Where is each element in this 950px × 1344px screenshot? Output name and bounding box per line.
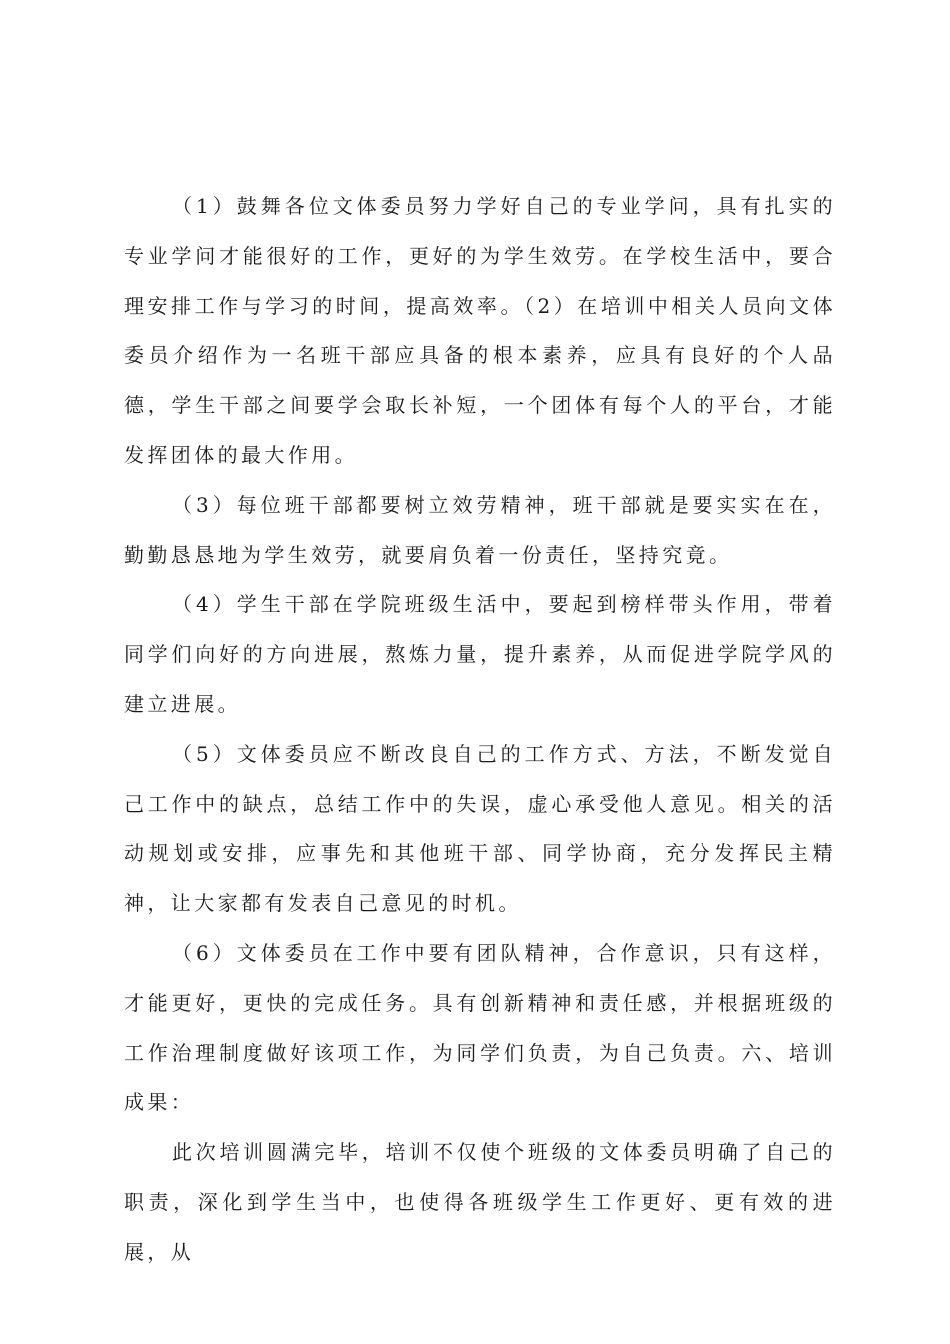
- paragraph-2: （3）每位班干部都要树立效劳精神，班干部就是要实实在在，勤勤恳恳地为学生效劳，就要肩负着一份责任，坚持究竟。: [124, 492, 836, 567]
- paragraph-3: （4）学生干部在学院班级生活中，要起到榜样带头作用，带着同学们向好的方向进展，熬炼力量，提升素养，从而促进学院学风的建立进展。: [124, 592, 836, 716]
- paragraph-1: （1）鼓舞各位文体委员努力学好自己的专业学问，具有扎实的专业学问才能很好的工作，更好的为学生效劳。在学校生活中，要合理安排工作与学习的时间，提高效率。（2）在培训中相关人员向文体委员介绍作为一名班干部应具备的根本素养，应具有良好的个人品德，学生干部之间要学会取长补短，一个团体有每个人的平台，才能发挥团体的最大作用。: [124, 194, 836, 467]
- paragraph-6: 此次培训圆满完毕，培训不仅使个班级的文体委员明确了自己的职责，深化到学生当中，也使得各班级学生工作更好、更有效的进展，从: [124, 1140, 836, 1264]
- document-body: [124, 182, 836, 1278]
- paragraph-4: （5）文体委员应不断改良自己的工作方式、方法，不断发觉自己工作中的缺点，总结工作中的失误，虚心承受他人意见。相关的活动规划或安排，应事先和其他班干部、同学协商，充分发挥民主精神，让大家都有发表自己意见的时机。: [124, 741, 836, 916]
- paragraph-5: （6）文体委员在工作中要有团队精神，合作意识，只有这样，才能更好，更快的完成任务。具有创新精神和责任感，并根据班级的工作治理制度做好该项工作，为同学们负责，为自己负责。六、培训成果：: [124, 940, 836, 1115]
